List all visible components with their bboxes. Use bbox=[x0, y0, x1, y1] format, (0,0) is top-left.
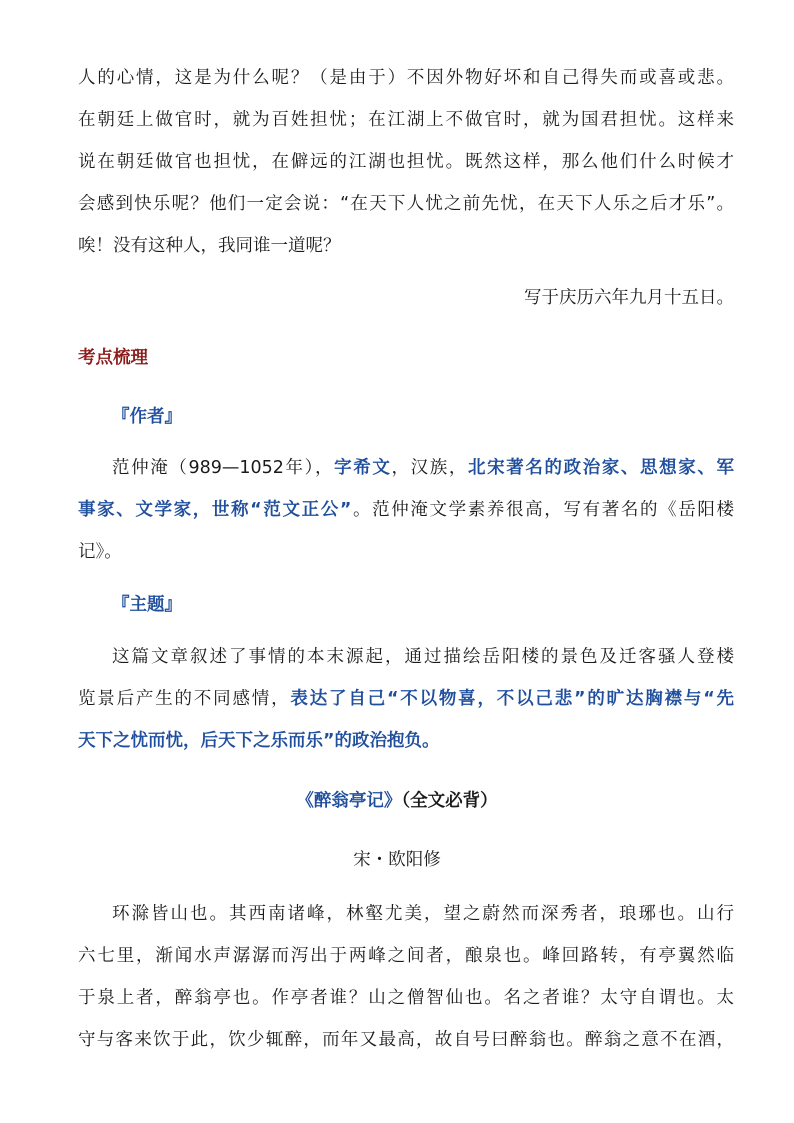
theme-intro: 览景后产生的不同感情， bbox=[78, 689, 291, 709]
theme-heading: 『主题』 bbox=[112, 595, 182, 615]
author-title-part1: 北宋著名的政治家、思想家、军 bbox=[467, 458, 735, 478]
author-line-1 bbox=[112, 456, 734, 480]
author-ethnicity: ，汉族， bbox=[391, 458, 468, 478]
author-title-part2: 事家、文学家，世称“范文正公” bbox=[78, 500, 352, 520]
author-courtesy-name: 字希文 bbox=[334, 458, 392, 478]
author-line-3: 记》。 bbox=[78, 542, 122, 562]
essay-line-2: 六七里，渐闻水声潺潺而泻出于两峰之间者，酿泉也。峰回路转，有亭翼然临 bbox=[78, 946, 734, 966]
translation-line-4: 会感到快乐呢？他们一定会说：“在天下人忧之前先忧，在天下人乐之后才乐”。 bbox=[78, 194, 734, 214]
theme-line-2 bbox=[78, 687, 734, 711]
author-birth: 范仲淹（989—1052年）， bbox=[112, 458, 335, 478]
essay-title-name: 《醉翁亭记》 bbox=[296, 791, 402, 811]
translation-line-1: 人的心情，这是为什么呢？（是由于）不因外物好坏和自己得失而或喜或悲。 bbox=[78, 68, 734, 88]
section-heading: 考点梳理 bbox=[78, 348, 148, 368]
translation-line-5: 唉！没有这种人，我同谁一道呢？ bbox=[78, 236, 341, 256]
translation-line-3: 说在朝廷做官也担忧，在僻远的江湖也担忧。既然这样，那么他们什么时候才 bbox=[78, 152, 734, 172]
theme-line-1: 这篇文章叙述了事情的本末源起，通过描绘岳阳楼的景色及迁客骚人登楼 bbox=[112, 647, 734, 667]
author-works: 。范仲淹文学素养很高，写有著名的《岳阳楼 bbox=[351, 500, 734, 520]
essay-author: 宋・欧阳修 bbox=[353, 850, 441, 870]
essay-title-note: （全文必背） bbox=[401, 791, 498, 811]
essay-line-3: 于泉上者，醉翁亭也。作亭者谁？山之僧智仙也。名之者谁？太守自谓也。太 bbox=[78, 988, 734, 1008]
translation-line-2: 在朝廷上做官时，就为百姓担忧；在江湖上不做官时，就为国君担忧。这样来 bbox=[78, 110, 734, 130]
theme-highlight-1: 表达了自己“不以物喜，不以己悲”的旷达胸襟与“先 bbox=[290, 689, 735, 709]
theme-highlight-2: 天下之忧而忧，后天下之乐而乐”的政治抱负。 bbox=[78, 731, 440, 751]
date-line: 写于庆历六年九月十五日。 bbox=[524, 288, 734, 308]
essay-line-4: 守与客来饮于此，饮少辄醉，而年又最高，故自号曰醉翁也。醉翁之意不在酒， bbox=[78, 1030, 734, 1050]
author-heading: 『作者』 bbox=[112, 407, 182, 427]
essay-line-1: 环滁皆山也。其西南诸峰，林壑尤美，望之蔚然而深秀者，琅琊也。山行 bbox=[112, 904, 734, 924]
essay-title bbox=[0, 789, 794, 813]
author-line-2 bbox=[78, 498, 734, 522]
